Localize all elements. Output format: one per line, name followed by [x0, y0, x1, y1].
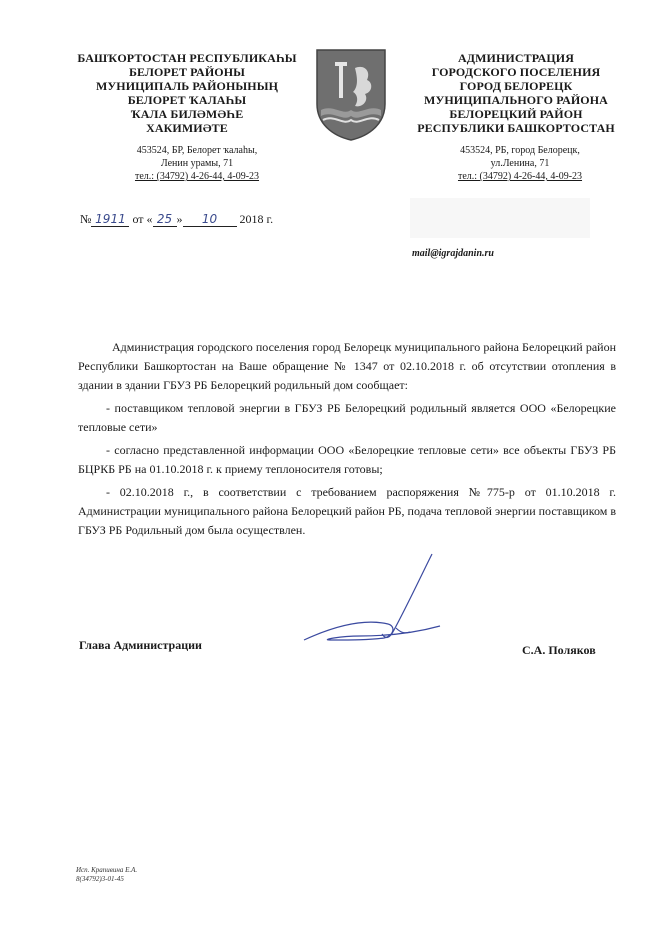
executor-name: Исп. Крапивина Е.А. — [76, 866, 138, 874]
address-line: 453524, БР, Белорет ҡалаһы, — [136, 145, 258, 156]
header-line: БЕЛОРЕТ РАЙОНЫ — [128, 65, 246, 79]
address-bashkir — [112, 144, 282, 183]
executor-phone: 8(34792)3-01-45 — [76, 875, 124, 883]
address-line: 453524, РБ, город Белорецк, — [460, 145, 580, 156]
header-line: МУНИЦИПАЛЬНОГО РАЙОНА — [424, 93, 608, 107]
header-line: ХАКИМИӘТЕ — [146, 121, 228, 135]
body-paragraph: - 02.10.2018 г., в соответствии с требованием распоряжения №775-р от 01.10.2018 г. Администрации муниципального района Белорецкий район РБ, подача тепловой энергии поставщиком в ГБУЗ РБ Родильный дом была осуществлен. — [78, 485, 616, 537]
signer-name: С.А. Поляков — [522, 643, 596, 657]
address-line: Ленин урамы, 71 — [160, 158, 234, 169]
header-line: ГОРОДСКОГО ПОСЕЛЕНИЯ — [431, 65, 601, 79]
header-line: БЕЛОРЕЦКИЙ РАЙОН — [449, 107, 583, 121]
executor-info — [76, 866, 137, 884]
header-line: АДМИНИСТРАЦИЯ — [457, 51, 574, 65]
phone-line: тел.: (34792) 4-26-44, 4-09-23 — [134, 171, 260, 182]
outgoing-number-line — [80, 212, 273, 227]
coat-of-arms-emblem — [313, 46, 389, 142]
number-prefix: № — [80, 212, 92, 226]
signer-title: Глава Администрации — [79, 638, 202, 652]
quote-close: » — [176, 212, 183, 226]
body-paragraph: Администрация городского поселения город Белорецк муниципального района Белорецкий район Республики Башкортостан на Ваше обращение № 1347 от 02.10.2018 г. об отсутствии отопления в здании в здании ГБУЗ РБ Белорецкий родильный дом сообщает: — [78, 340, 616, 392]
letter-body — [78, 338, 616, 544]
header-line: БАШҠОРТОСТАН РЕСПУБЛИКАҺЫ — [77, 51, 297, 65]
phone-line: тел.: (34792) 4-26-44, 4-09-23 — [457, 171, 583, 182]
header-line: РЕСПУБЛИКИ БАШКОРТОСТАН — [417, 121, 615, 135]
address-line: ул.Ленина, 71 — [490, 158, 550, 169]
address-russian — [440, 144, 600, 183]
header-line: ГОРОД БЕЛОРЕЦК — [459, 79, 573, 93]
header-line: ҠАЛА БИЛӘМӘҺЕ — [130, 107, 244, 121]
date-year: 2018 г. — [239, 212, 274, 226]
header-russian — [410, 51, 622, 135]
handwritten-number: 1911 — [91, 212, 129, 227]
header-line: МУНИЦИПАЛЬ РАЙОНЫНЫҢ — [95, 79, 279, 93]
header-bashkir — [72, 51, 302, 135]
header-line: БЕЛОРЕТ ҠАЛАҺЫ — [127, 93, 247, 107]
body-paragraph: - поставщиком тепловой энергии в ГБУЗ РБ Белорецкий родильный является ООО «Белорецкие тепловые сети» — [78, 401, 616, 434]
recipient-email: mail@igrajdanin.ru — [412, 248, 494, 259]
handwritten-day: 25 — [153, 212, 177, 227]
date-from: от « — [132, 212, 153, 226]
handwritten-month: 10 — [183, 212, 237, 227]
recipient-area — [410, 198, 590, 238]
body-paragraph: - согласно представленной информации ООО «Белорецкие тепловые сети» все объекты ГБУЗ РБ БЦРКБ РБ на 01.10.2018 г. к приему теплоносителя готовы; — [78, 443, 616, 476]
handwritten-signature — [300, 548, 450, 658]
